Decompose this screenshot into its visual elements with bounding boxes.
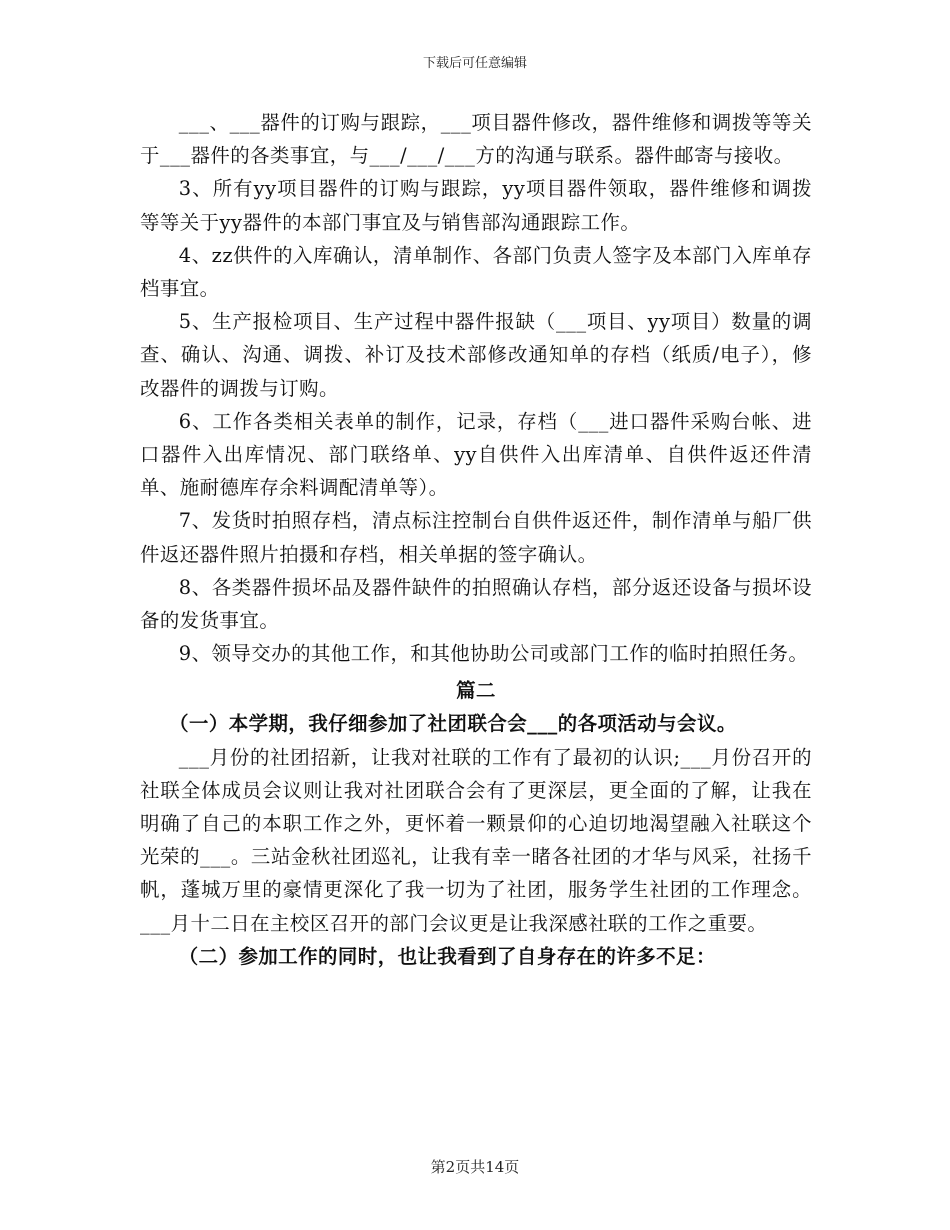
- page-footer: 第2页共14页: [430, 1158, 520, 1176]
- paragraph-9: 9、领导交办的其他工作，和其他协助公司或部门工作的临时拍照任务。: [178, 642, 809, 666]
- section-body-1: ___月份的社团招新，让我对社联的工作有了最初的认识;___月份召开的社联全体成员会议则让我对社团联合会有了更深层，更全面的了解，让我在明确了自己的本职工作之外，更怀着一颗景仰的心迫切地渴望融入社联这个光荣的___。三站金秋社团巡礼，让我有幸一睹各社团的才华与风采，社扬千帆，蓬城万里的豪情更深化了我一切为了社团，服务学生社团的工作理念。___月十二日在主校区召开的部门会议更是让我深感社联的工作之重要。: [140, 745, 812, 935]
- document-body: [140, 106, 812, 973]
- paragraph-3: 3、所有yy项目器件的订购与跟踪，yy项目器件领取，器件维修和调拨等等关于yy器件的本部门事宜及与销售部沟通跟踪工作。: [140, 177, 812, 234]
- paragraph-4: 4、zz供件的入库确认，清单制作、各部门负责人签字及本部门入库单存档事宜。: [140, 243, 812, 301]
- paragraph-1: ___、___器件的订购与跟踪，___项目器件修改，器件维修和调拨等等关于___器件的各类事宜，与___/___/___方的沟通与联系。器件邮寄与接收。: [140, 111, 812, 168]
- section-title: 篇二: [456, 679, 496, 703]
- page-header: 下载后可任意编辑: [422, 56, 527, 71]
- paragraph-8: 8、各类器件损坏品及器件缺件的拍照确认存档，部分返还设备与损坏设备的发货事宜。: [140, 575, 812, 633]
- section-heading-1: （一）本学期，我仔细参加了社团联合会___的各项活动与会议。: [169, 712, 737, 736]
- paragraph-5: 5、生产报检项目、生产过程中器件报缺（___项目、yy项目）数量的调查、确认、沟通、调拨、补订及技术部修改通知单的存档（纸质/电子），修改器件的调拨与订购。: [140, 310, 812, 400]
- paragraph-7: 7、发货时拍照存档，清点标注控制台自供件返还件，制作清单与船厂供件返还器件照片拍摄和存档，相关单据的签字确认。: [140, 509, 812, 566]
- section-heading-2: （二）参加工作的同时，也让我看到了自身存在的许多不足：: [178, 944, 716, 968]
- paragraph-6: 6、工作各类相关表单的制作，记录，存档（___进口器件采购台帐、进口器件入出库情况、部门联络单、yy自供件入出库清单、自供件返还件清单、施耐德库存余料调配清单等）。: [140, 409, 812, 500]
